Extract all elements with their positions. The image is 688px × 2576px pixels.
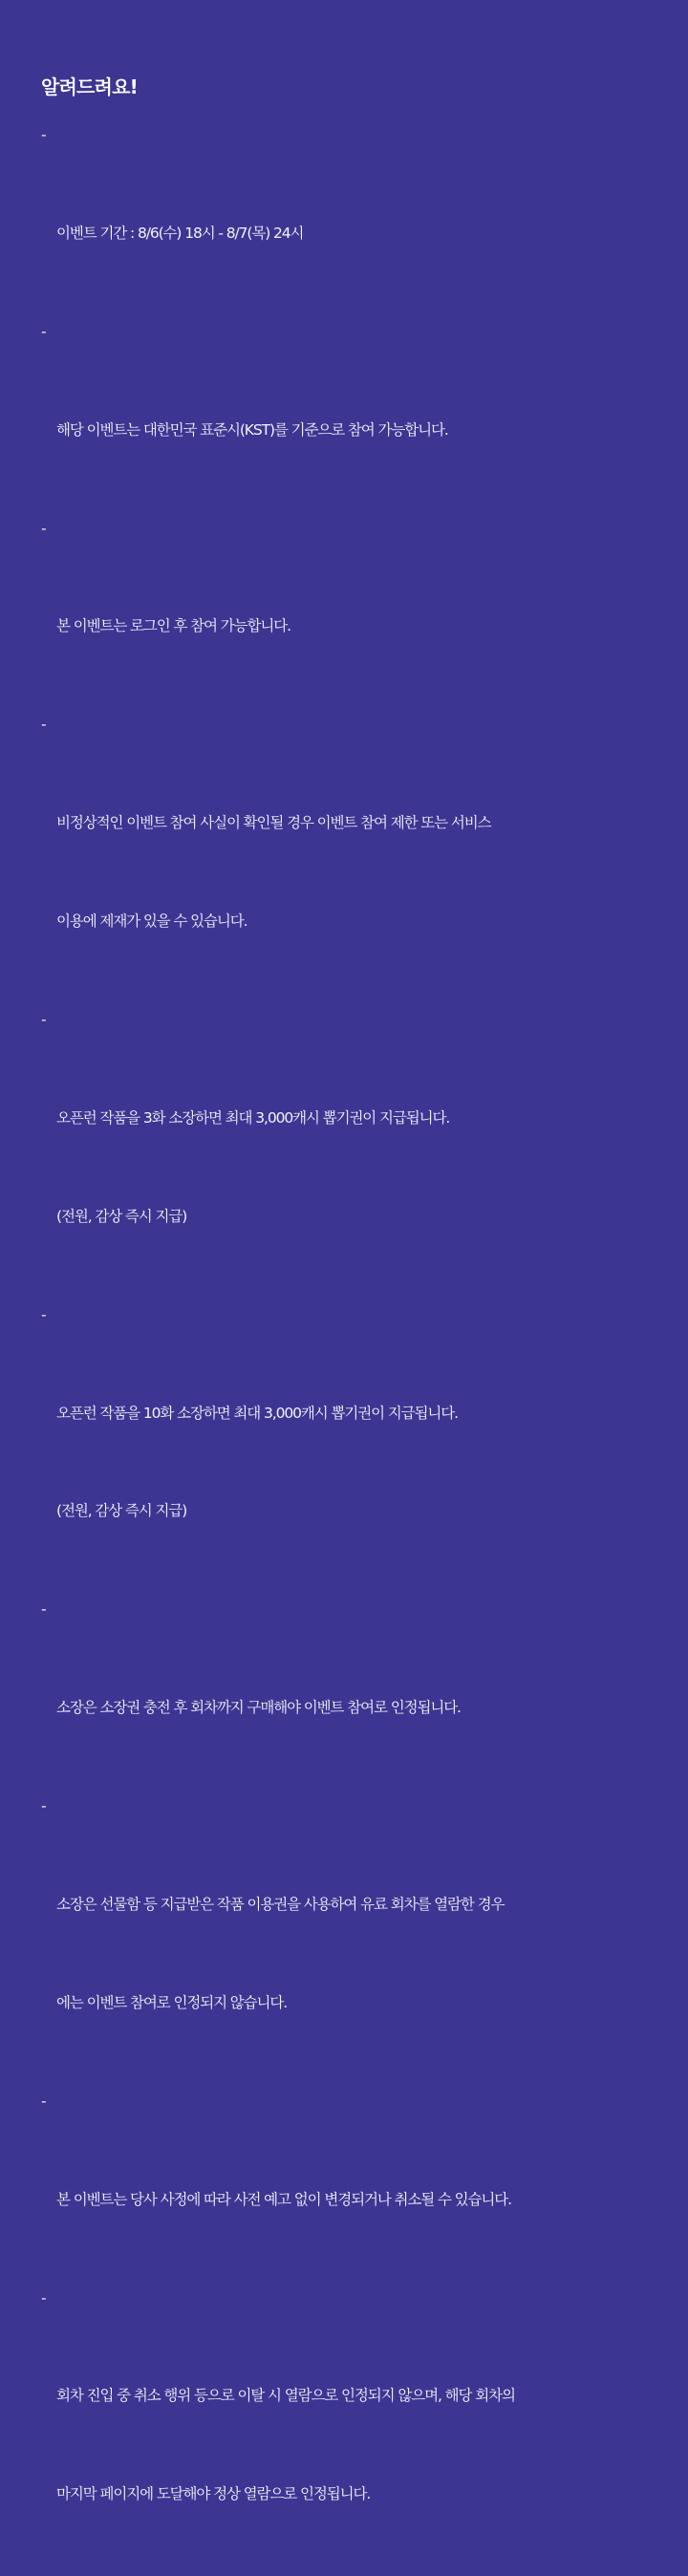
notice-item-timezone [41, 315, 672, 512]
notice-text: 본 이벤트는 당사 사정에 따라 사전 예고 없이 변경되거나 취소될 수 있습니다. [56, 2190, 511, 2208]
notice-item-gift-exclusion [41, 1790, 672, 2085]
notice-item-reward-3 [41, 1003, 672, 1299]
dash-bullet: - [41, 716, 46, 734]
notice-text: 소장은 선물함 등 지급받은 작품 이용권을 사용하여 유료 회차를 열람한 경우 [56, 1896, 505, 1914]
dash-bullet: - [41, 1305, 46, 1323]
notice-item-login [41, 512, 672, 709]
notice-text: 비정상적인 이벤트 참여 사실이 확인될 경우 이벤트 참여 제한 또는 서비스 [56, 814, 491, 832]
dash-bullet: - [41, 519, 46, 537]
dash-bullet: - [41, 2092, 46, 2110]
notice-text: 오픈런 작품을 10화 소장하면 최대 3,000캐시 뽑기권이 지급됩니다. [56, 1404, 458, 1422]
notice-text: 에는 이벤트 참여로 인정되지 않습니다. [56, 1993, 288, 2011]
notice-item-last-page [41, 2282, 672, 2576]
notice-text: 본 이벤트는 로그인 후 참여 가능합니다. [56, 617, 290, 635]
dash-bullet: - [41, 126, 46, 143]
notice-item-period [41, 118, 672, 315]
notice-text: 오픈런 작품을 3화 소장하면 최대 3,000캐시 뽑기권이 지급됩니다. [56, 1108, 450, 1127]
dash-bullet: - [41, 2288, 46, 2307]
dash-bullet: - [41, 1011, 46, 1029]
notice-text: 이용에 제재가 있을 수 있습니다. [56, 912, 247, 931]
dash-bullet: - [41, 1797, 46, 1815]
notice-text: 마지막 페이지에 도달해야 정상 열람으로 인정됩니다. [56, 2485, 371, 2503]
notice-item-change [41, 2085, 672, 2282]
event-notice [41, 73, 672, 2576]
notice-item-purchase [41, 1593, 672, 1790]
dash-bullet: - [41, 1600, 46, 1619]
notice-text: (전원, 감상 즉시 지급) [56, 1502, 187, 1520]
notice-title: 알려드려요! [41, 75, 138, 98]
notice-text: 이벤트 기간 : 8/6(수) 18시 - 8/7(목) 24시 [56, 224, 304, 242]
dash-bullet: - [41, 322, 46, 340]
notice-text: 소장은 소장권 충전 후 회차까지 구매해야 이벤트 참여로 인정됩니다. [56, 1699, 461, 1717]
notice-text: (전원, 감상 즉시 지급) [56, 1207, 187, 1225]
notice-list [41, 118, 672, 2576]
notice-text: 회차 진입 중 취소 행위 등으로 이탈 시 열람으로 인정되지 않으며, 해당 회차의 [56, 2387, 515, 2405]
notice-item-abuse [41, 708, 672, 1003]
notice-text: 해당 이벤트는 대한민국 표준시(KST)를 기준으로 참여 가능합니다. [56, 420, 448, 439]
notice-item-reward-10 [41, 1299, 672, 1594]
